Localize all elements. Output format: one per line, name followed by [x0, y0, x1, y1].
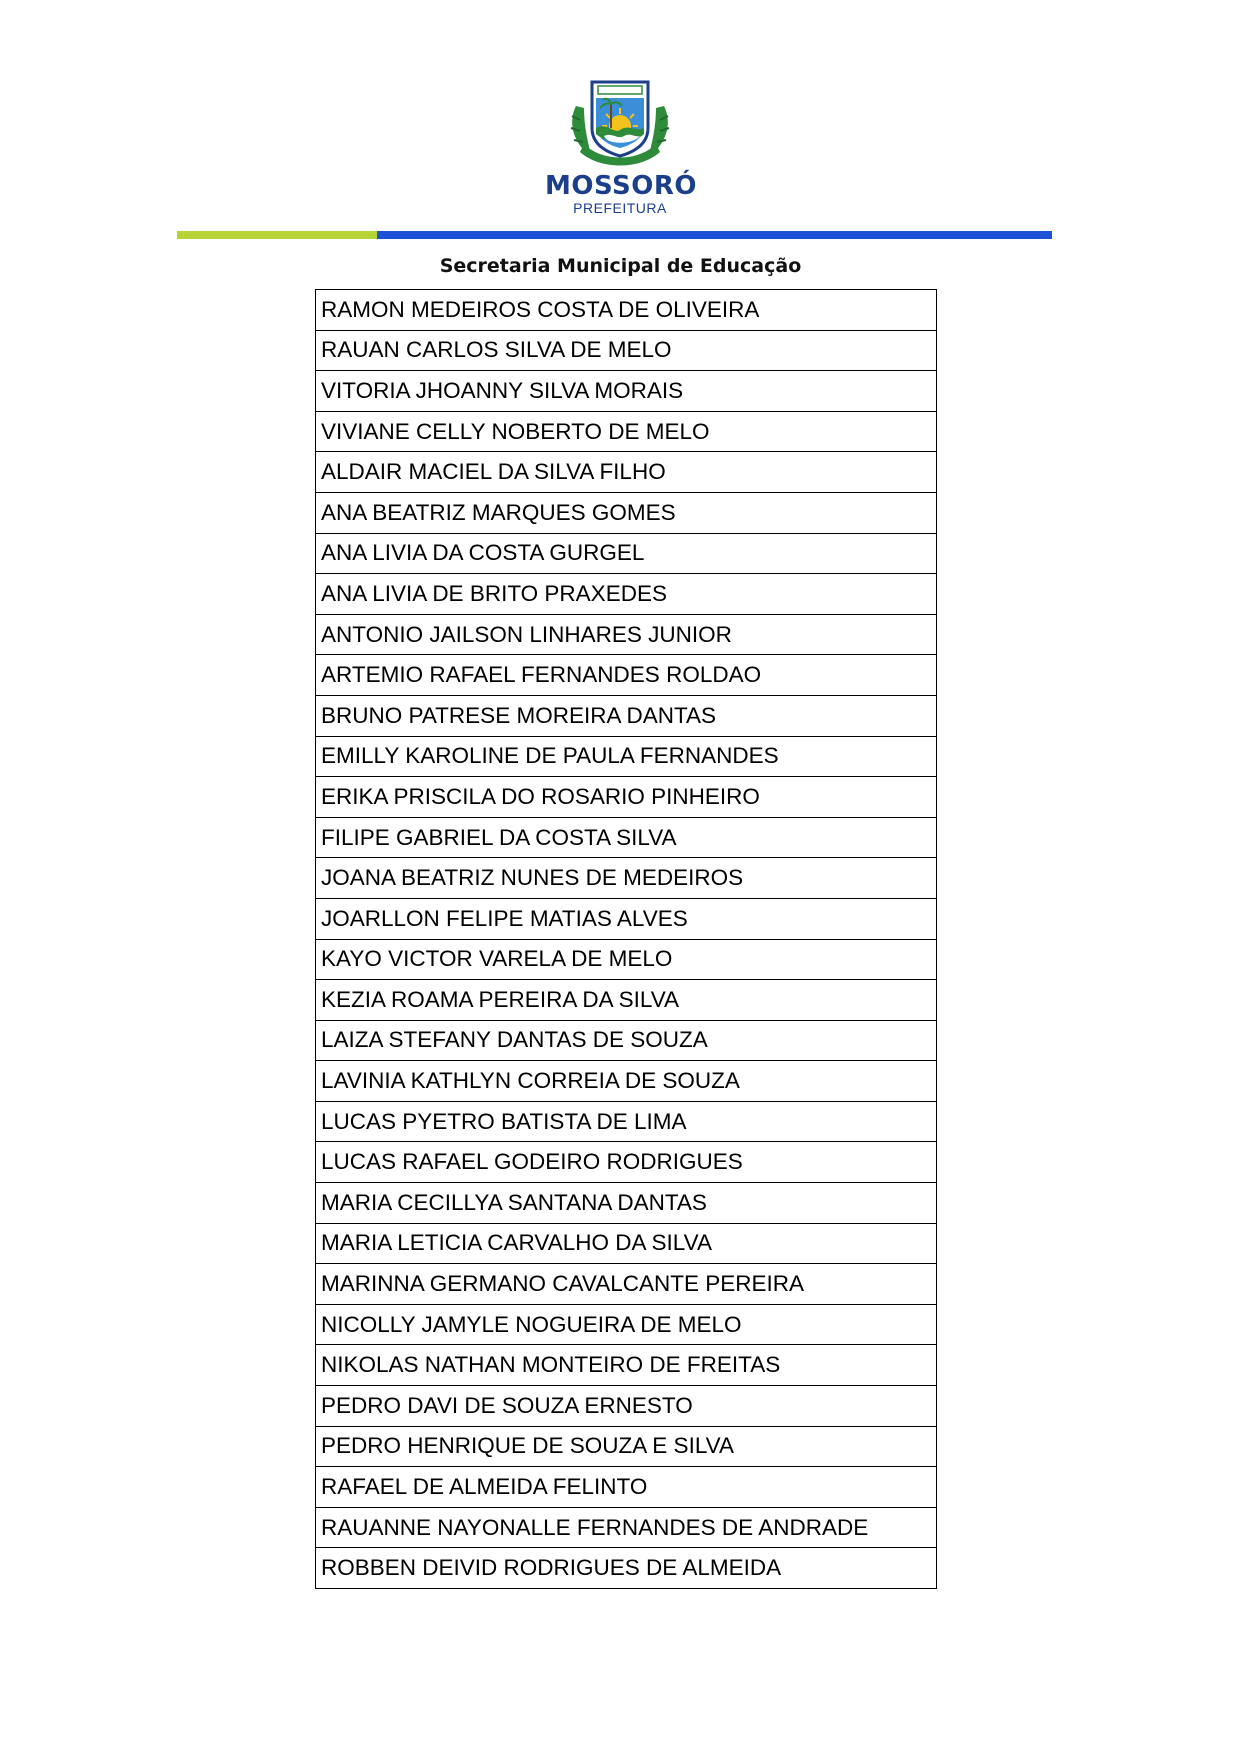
name-cell: ALDAIR MACIEL DA SILVA FILHO	[316, 452, 937, 493]
name-cell: RAFAEL DE ALMEIDA FELINTO	[316, 1467, 937, 1508]
name-cell: RAUANNE NAYONALLE FERNANDES DE ANDRADE	[316, 1507, 937, 1548]
name-cell: JOARLLON FELIPE MATIAS ALVES	[316, 898, 937, 939]
name-cell: ANA BEATRIZ MARQUES GOMES	[316, 492, 937, 533]
table-row	[316, 574, 937, 615]
name-cell: MARINNA GERMANO CAVALCANTE PEREIRA	[316, 1264, 937, 1305]
table-row	[316, 1507, 937, 1548]
mossoro-logo	[545, 78, 697, 216]
name-cell: KEZIA ROAMA PEREIRA DA SILVA	[316, 980, 937, 1021]
name-cell: VITORIA JHOANNY SILVA MORAIS	[316, 371, 937, 412]
table-row	[316, 1101, 937, 1142]
table-row	[316, 1426, 937, 1467]
name-cell: MARIA CECILLYA SANTANA DANTAS	[316, 1183, 937, 1224]
table-row	[316, 1223, 937, 1264]
table-row	[316, 777, 937, 818]
table-row	[316, 1061, 937, 1102]
table-row	[316, 1264, 937, 1305]
name-cell: LUCAS RAFAEL GODEIRO RODRIGUES	[316, 1142, 937, 1183]
name-cell: EMILLY KAROLINE DE PAULA FERNANDES	[316, 736, 937, 777]
name-cell: KAYO VICTOR VARELA DE MELO	[316, 939, 937, 980]
brand-name: MOSSORÓ	[545, 171, 697, 201]
name-cell: LAVINIA KATHLYN CORREIA DE SOUZA	[316, 1061, 937, 1102]
table-row	[316, 858, 937, 899]
name-cell: ARTEMIO RAFAEL FERNANDES ROLDAO	[316, 655, 937, 696]
table-row	[316, 1142, 937, 1183]
table-row	[316, 614, 937, 655]
table-row	[316, 452, 937, 493]
name-cell: VIVIANE CELLY NOBERTO DE MELO	[316, 411, 937, 452]
table-row	[316, 695, 937, 736]
table-row	[316, 817, 937, 858]
name-cell: ANA LIVIA DE BRITO PRAXEDES	[316, 574, 937, 615]
accent-bar-green	[177, 231, 377, 239]
table-row	[316, 1467, 937, 1508]
table-row	[316, 371, 937, 412]
name-cell: ANTONIO JAILSON LINHARES JUNIOR	[316, 614, 937, 655]
table-row	[316, 1548, 937, 1589]
table-row	[316, 330, 937, 371]
department-title: Secretaria Municipal de Educação	[439, 255, 802, 277]
name-cell: RAMON MEDEIROS COSTA DE OLIVEIRA	[316, 290, 937, 331]
names-table-body	[316, 290, 937, 1589]
name-cell: FILIPE GABRIEL DA COSTA SILVA	[316, 817, 937, 858]
name-cell: LAIZA STEFANY DANTAS DE SOUZA	[316, 1020, 937, 1061]
name-cell: JOANA BEATRIZ NUNES DE MEDEIROS	[316, 858, 937, 899]
table-row	[316, 533, 937, 574]
accent-bar-blue	[377, 231, 1052, 239]
name-cell: LUCAS PYETRO BATISTA DE LIMA	[316, 1101, 937, 1142]
names-table	[315, 289, 937, 1589]
table-row	[316, 411, 937, 452]
name-cell: PEDRO HENRIQUE DE SOUZA E SILVA	[316, 1426, 937, 1467]
name-cell: NIKOLAS NATHAN MONTEIRO DE FREITAS	[316, 1345, 937, 1386]
table-row	[316, 1386, 937, 1427]
table-row	[316, 1020, 937, 1061]
table-row	[316, 1183, 937, 1224]
brand-subtitle: PREFEITURA	[573, 200, 667, 216]
name-cell: PEDRO DAVI DE SOUZA ERNESTO	[316, 1386, 937, 1427]
name-cell: ANA LIVIA DA COSTA GURGEL	[316, 533, 937, 574]
name-cell: ERIKA PRISCILA DO ROSARIO PINHEIRO	[316, 777, 937, 818]
table-row	[316, 898, 937, 939]
name-cell: RAUAN CARLOS SILVA DE MELO	[316, 330, 937, 371]
table-row	[316, 1345, 937, 1386]
name-cell: BRUNO PATRESE MOREIRA DANTAS	[316, 695, 937, 736]
table-row	[316, 290, 937, 331]
table-row	[316, 939, 937, 980]
table-row	[316, 736, 937, 777]
table-row	[316, 1304, 937, 1345]
table-row	[316, 492, 937, 533]
table-row	[316, 655, 937, 696]
name-cell: NICOLLY JAMYLE NOGUEIRA DE MELO	[316, 1304, 937, 1345]
name-cell: MARIA LETICIA CARVALHO DA SILVA	[316, 1223, 937, 1264]
table-row	[316, 980, 937, 1021]
name-cell: ROBBEN DEIVID RODRIGUES DE ALMEIDA	[316, 1548, 937, 1589]
coat-of-arms-icon	[562, 78, 678, 168]
